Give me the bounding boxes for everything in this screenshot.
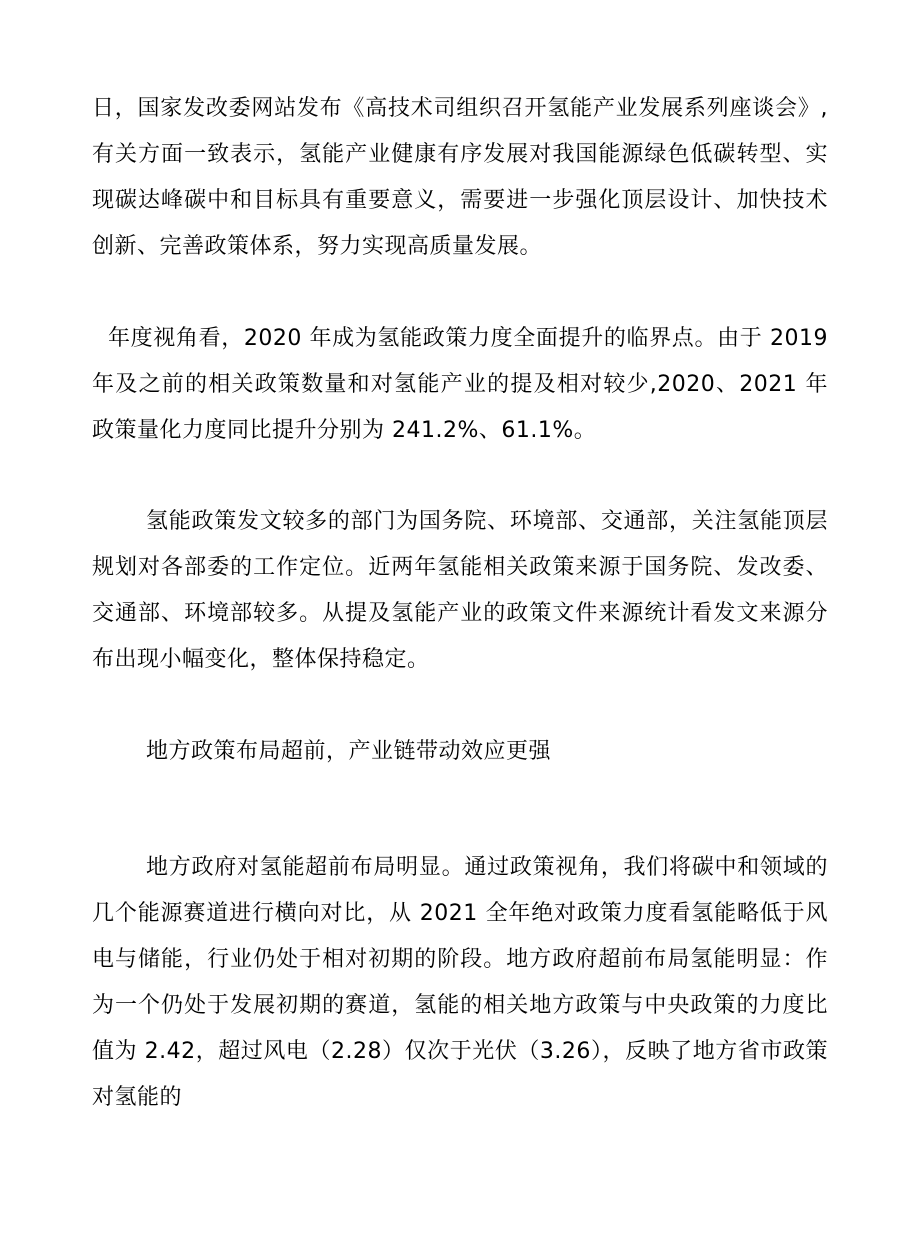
paragraph-issuing-departments: 氢能政策发文较多的部门为国务院、环境部、交通部，关注氢能顶层规划对各部委的工作定位。近两年氢能相关政策来源于国务院、发改委、交通部、环境部较多。从提及氢能产业的政策文件来源统计看发文来源分布出现小幅变化，整体保持稳定。 bbox=[92, 509, 828, 672]
paragraph-local-government-layout: 地方政府对氢能超前布局明显。通过政策视角，我们将碳中和领域的几个能源赛道进行横向对比，从 2021 全年绝对政策力度看氢能略低于风电与储能，行业仍处于相对初期的阶段。地方政府超前布局氢能明显：作为一个仍处于发展初期的赛道，氢能的相关地方政策与中央政策的力度比值为 2.42，超过风电（2.28）仅次于光伏（3.26），反映了地方省市政策对氢能的 bbox=[92, 855, 828, 1110]
paragraph-annual-perspective: 年度视角看，2020 年成为氢能政策力度全面提升的临界点。由于 2019 年及之前的相关政策数量和对氢能产业的提及相对较少,2020、2021 年政策量化力度同比提升分别为 241.2%、61.1%。 bbox=[92, 326, 828, 443]
paragraph-policy-meeting: 日，国家发改委网站发布《高技术司组织召开氢能产业发展系列座谈会》,有关方面一致表示，氢能产业健康有序发展对我国能源绿色低碳转型、实现碳达峰碳中和目标具有重要意义，需要进一步强化顶层设计、加快技术创新、完善政策体系，努力实现高质量发展。 bbox=[92, 96, 828, 259]
section-heading-local-policy: 地方政策布局超前，产业链带动效应更强 bbox=[146, 739, 552, 764]
